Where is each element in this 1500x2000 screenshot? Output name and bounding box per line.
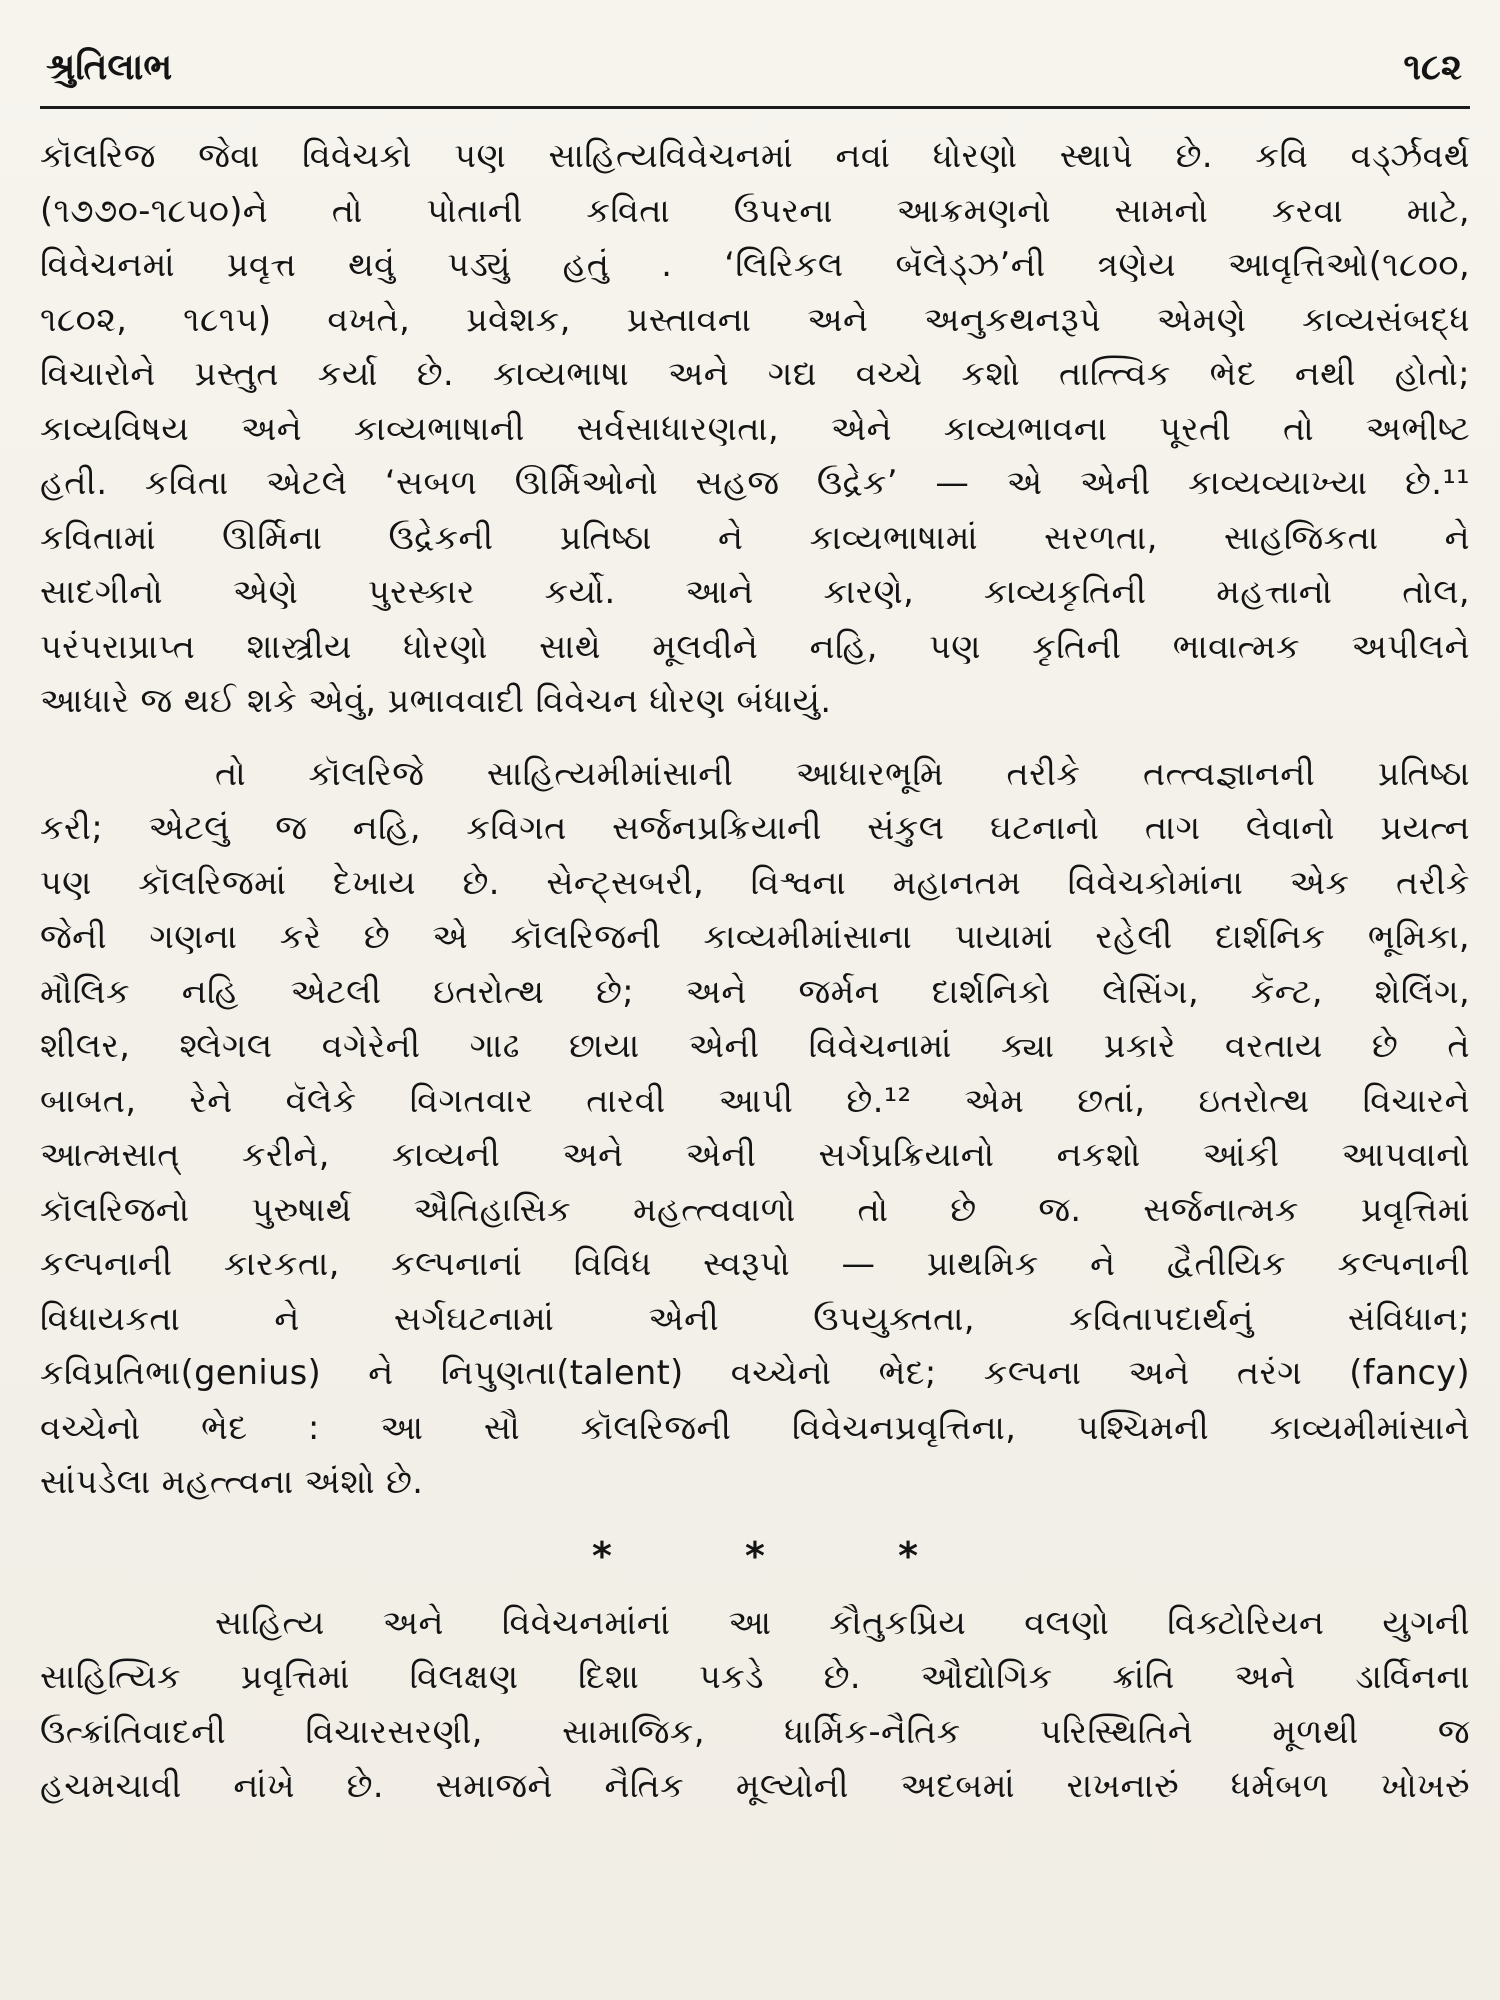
text-line: હચમચાવી નાંખે છે. સમાજને નૈતિક મૂલ્યોની અદબમાં રાખનારું ધર્મબળ ખોખરું bbox=[40, 1766, 1470, 1805]
text-line: સાદગીનો એણે પુરસ્કાર કર્યો. આને કારણે, કાવ્યકૃતિની મહત્તાનો તોલ, bbox=[40, 572, 1470, 611]
page-number: ૧૮૨ bbox=[1403, 47, 1462, 88]
text-line: કવિપ્રતિભા(genius) ને નિપુણતા(talent) વચ્ચેનો ભેદ; કલ્પના અને તરંગ (fancy) bbox=[40, 1353, 1470, 1392]
text-line: કાવ્યવિષય અને કાવ્યભાષાની સર્વસાધારણતા, એને કાવ્યભાવના પૂરતી તો અભીષ્ટ bbox=[40, 408, 1470, 448]
text-line: સાંપડેલા મહત્ત્વના અંશો છે. bbox=[40, 1462, 424, 1501]
text-line: સાહિત્યિક પ્રવૃત્તિમાં વિલક્ષણ દિશા પકડે છે. ઔદ્યોગિક ક્રાંતિ અને ડાર્વિનના bbox=[40, 1657, 1470, 1696]
text-line: કરી; એટલું જ નહિ, કવિગત સર્જનપ્રક્રિયાની સંકુલ ઘટનાનો તાગ લેવાનો પ્રયત્ન bbox=[40, 808, 1470, 847]
running-title: શ્રુતિલાભ bbox=[46, 47, 173, 88]
running-head bbox=[40, 28, 1470, 86]
text-line: વિધાયકતા ને સર્ગઘટનામાં એની ઉપયુક્તતા, કવિતાપદાર્થનું સંવિધાન; bbox=[40, 1298, 1470, 1338]
text-line: તો કૉલરિજે સાહિત્યમીમાંસાની આધારભૂમિ તરીકે તત્ત્વજ્ઞાનની પ્રતિષ્ઠા bbox=[215, 753, 1470, 793]
text-line: સાહિત્ય અને વિવેચનમાંનાં આ કૌતુકપ્રિય વલણો વિક્ટોરિયન યુગની bbox=[215, 1602, 1470, 1642]
paragraph-gap bbox=[40, 729, 1470, 747]
text-line: કૉલરિજનો પુરુષાર્થ ઐતિહાસિક મહત્ત્વવાળો તો છે જ. સર્જનાત્મક પ્રવૃત્તિમાં bbox=[40, 1189, 1470, 1229]
text-line: આધારે જ થઈ શકે એવું, પ્રભાવવાદી વિવેચન ધોરણ બંધાયું. bbox=[40, 681, 832, 720]
text-line: ૧૮૦૨, ૧૮૧૫) વખતે, પ્રવેશક, પ્રસ્તાવના અને અનુકથનરૂપે એમણે કાવ્યસંબદ્ધ bbox=[40, 299, 1470, 339]
text-line: પણ કૉલરિજમાં દેખાય છે. સેન્ટ્સબરી, વિશ્વના મહાનતમ વિવેચકોમાંના એક તરીકે bbox=[40, 862, 1470, 902]
paragraph-2 bbox=[40, 747, 1470, 1510]
text-line: શીલર, શ્લેગલ વગેરેની ગાઢ છાયા એની વિવેચનામાં ક્યા પ્રકારે વરતાય છે તે bbox=[40, 1026, 1470, 1065]
section-separator: * * * bbox=[591, 1533, 979, 1578]
text-line: કૉલરિજ જેવા વિવેચકો પણ સાહિત્યવિવેચનમાં નવાં ધોરણો સ્થાપે છે. કવિ વર્ડ્ઝવર્થ bbox=[40, 136, 1470, 175]
text-line: ઉત્ક્રાંતિવાદની વિચારસરણી, સામાજિક, ધાર્મિક-નૈતિક પરિસ્થિતિને મૂળથી જ bbox=[40, 1711, 1470, 1751]
text-line: કલ્પનાની કારકતા, કલ્પનાનાં વિવિધ સ્વરૂપો — પ્રાથમિક ને દ્વૈતીયિક કલ્પનાની bbox=[40, 1244, 1470, 1283]
text-line: આત્મસાત્ કરીને, કાવ્યની અને એની સર્ગપ્રક્રિયાનો નકશો આંકી આપવાનો bbox=[40, 1135, 1470, 1174]
text-line: (૧૭૭૦-૧૮૫૦)ને તો પોતાની કવિતા ઉપરના આક્રમણનો સામનો કરવા માટે, bbox=[40, 190, 1470, 230]
text-line: કવિતામાં ઊર્મિના ઉદ્રેકની પ્રતિષ્ઠા ને કાવ્યભાષામાં સરળતા, સાહજિકતા ને bbox=[40, 517, 1470, 557]
text-line: વિચારોને પ્રસ્તુત કર્યા છે. કાવ્યભાષા અને ગદ્ય વચ્ચે કશો તાત્ત્વિક ભેદ નથી હોતો; bbox=[40, 354, 1470, 393]
text-line: જેની ગણના કરે છે એ કૉલરિજની કાવ્યમીમાંસાના પાયામાં રહેલી દાર્શનિક ભૂમિકા, bbox=[40, 917, 1470, 956]
text-line: વચ્ચેનો ભેદ : આ સૌ કૉલરિજની વિવેચનપ્રવૃત્તિના, પશ્ચિમની કાવ્યમીમાંસાને bbox=[40, 1407, 1470, 1447]
paragraph-3 bbox=[40, 1596, 1470, 1814]
paragraph-1 bbox=[40, 129, 1470, 729]
text-line: પરંપરાપ્રાપ્ત શાસ્ત્રીય ધોરણો સાથે મૂલવીને નહિ, પણ કૃતિની ભાવાત્મક અપીલને bbox=[40, 626, 1470, 666]
header-rule bbox=[40, 106, 1470, 109]
text-line: મૌલિક નહિ એટલી ઇતરોત્થ છે; અને જર્મન દાર્શનિકો લેસિંગ, કૅન્ટ, શેલિંગ, bbox=[40, 971, 1470, 1011]
body-text bbox=[40, 129, 1470, 1814]
text-line: વિવેચનમાં પ્રવૃત્ત થવું પડ્યું હતું . ‘લિરિકલ બૅલેડ્ઝ’ની ત્રણેય આવૃત્તિઓ(૧૮૦૦, bbox=[40, 245, 1470, 284]
text-line: બાબત, રેને વૅલેકે વિગતવાર તારવી આપી છે.¹² એમ છતાં, ઇતરોત્થ વિચારને bbox=[40, 1080, 1470, 1120]
text-line: હતી. કવિતા એટલે ‘સબળ ઊર્મિઓનો સહજ ઉદ્રેક’ — એ એની કાવ્યવ્યાખ્યા છે.¹¹ bbox=[40, 463, 1470, 502]
